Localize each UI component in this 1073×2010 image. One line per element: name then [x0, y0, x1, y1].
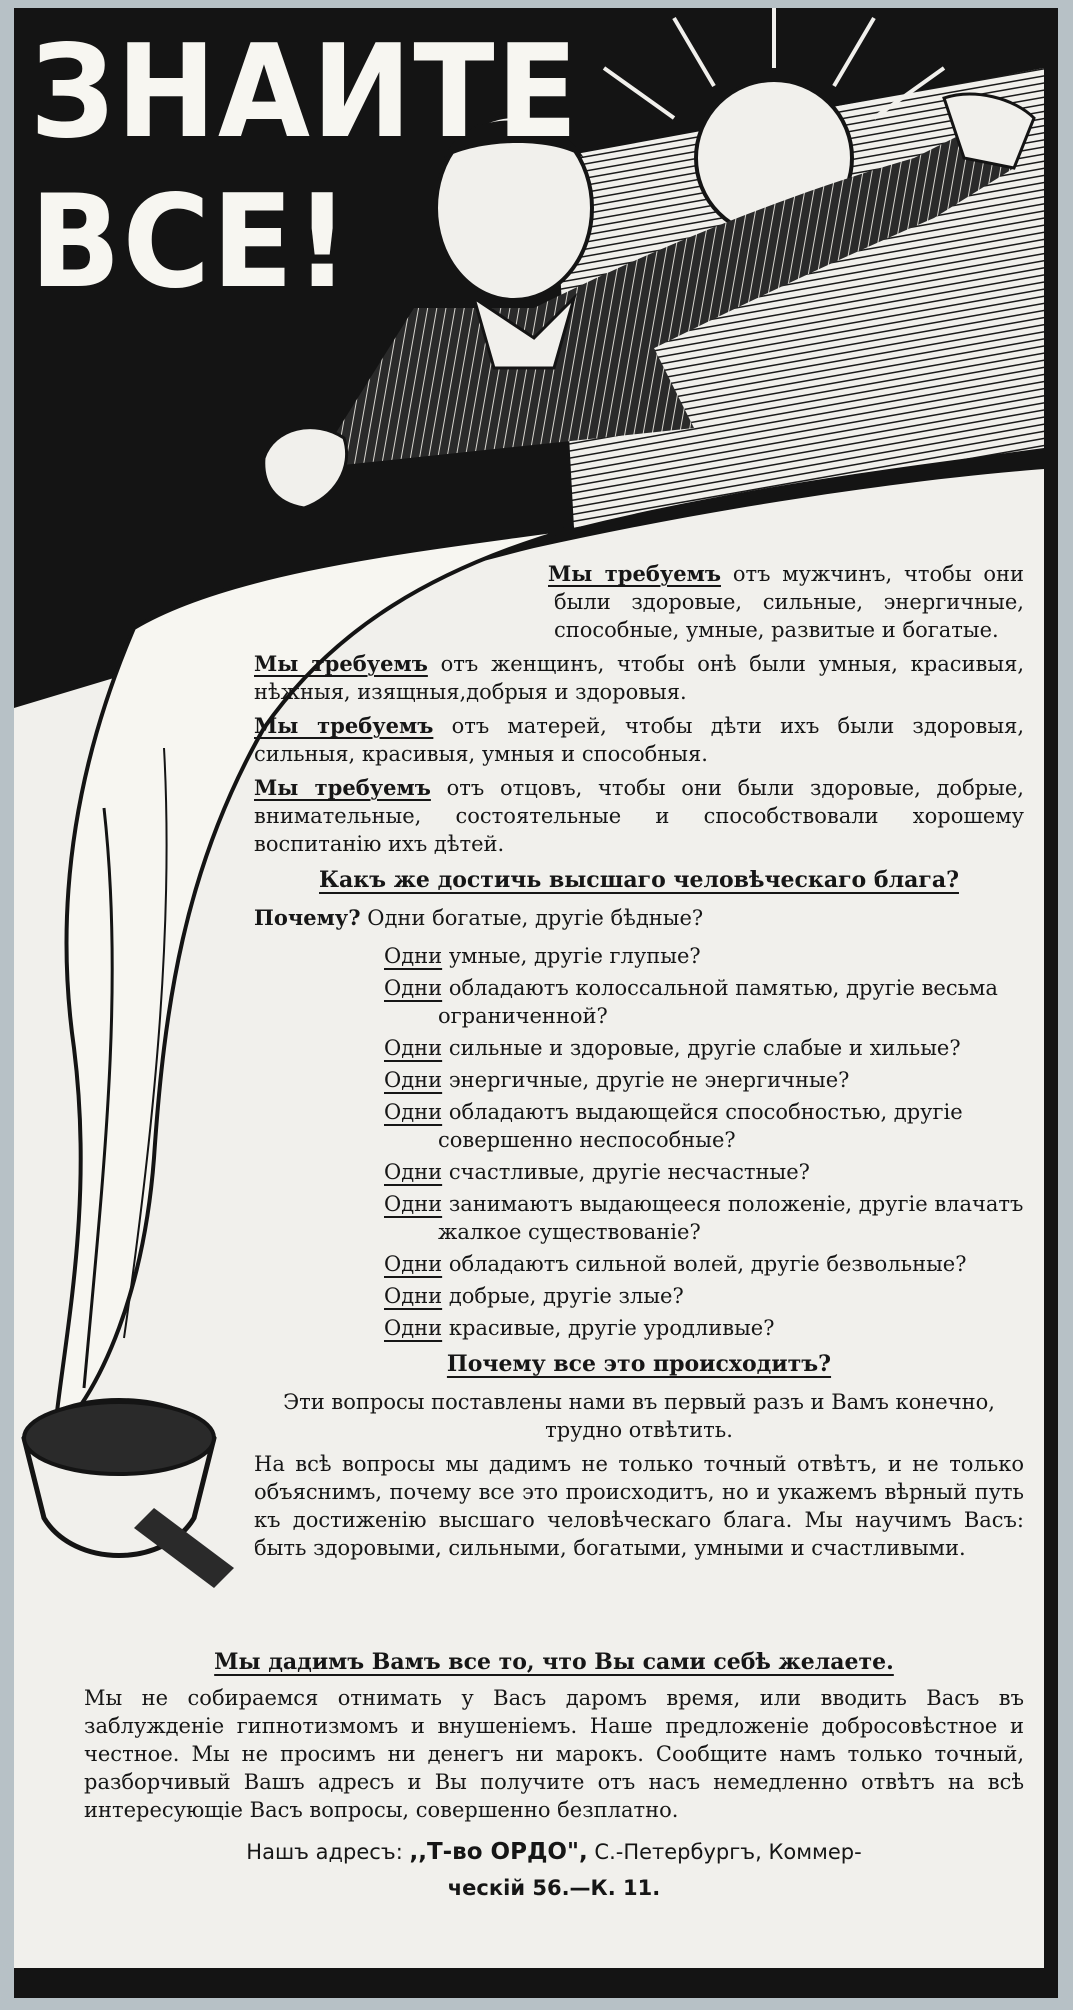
- list-item: [384, 1282, 1024, 1310]
- body-copy: [254, 560, 1024, 1568]
- list-item: [384, 1314, 1024, 1342]
- intro-paragraph: Эти вопросы поставлены нами въ первый разъ и Вамъ конечно, трудно отвѣтить.: [283, 1390, 995, 1442]
- question-lead: Одни: [384, 1316, 443, 1340]
- question-text: энергичные, другіе не энергичные?: [448, 1068, 850, 1092]
- advertisement-page: [14, 8, 1058, 1998]
- why-first-question: Одни богатые, другіе бѣдные?: [367, 906, 704, 930]
- offer-paragraph: Мы не собираемся отнимать у Васъ даромъ время, или вводить Васъ въ заблужденіе гипнотизмомъ и внушеніемъ. Наше предложеніе добросовѣстное и честное. Мы не просимъ ни денегъ ни марокъ. Сообщите намъ только точный, разборчивый Вашъ адресъ и Вы получите отъ насъ немедленно отвѣтъ на всѣ интересующіе Васъ вопросы, совершенно безплатно.: [84, 1686, 1024, 1822]
- question-lead: Одни: [384, 976, 443, 1000]
- why-heading: Почему все это происходитъ?: [446, 1351, 832, 1377]
- question-text: обладаютъ колоссальной памятью, другіе весьма ограниченной?: [438, 976, 998, 1028]
- demand-text: отъ отцовъ, чтобы они были здоровые, добрые, внимательные, состоятельные и способствовали хорошему воспитанію ихъ дѣтей.: [254, 776, 1024, 856]
- question-text: сильные и здоровые, другіе слабые и хильые?: [448, 1036, 961, 1060]
- demand-lead: Мы требуемъ: [254, 713, 434, 738]
- why-lead: Почему?: [254, 905, 361, 930]
- headline-line-2: ВСЕ!: [30, 168, 352, 317]
- question-text: обладаютъ сильной волей, другіе безвольные?: [448, 1252, 967, 1276]
- question-lead: Одни: [384, 1068, 443, 1092]
- demand-men: [254, 560, 1024, 644]
- address-label: Нашъ адресъ:: [246, 1840, 403, 1864]
- question-lead: Одни: [384, 1284, 443, 1308]
- question-list: [254, 942, 1024, 1342]
- list-item: [384, 1034, 1024, 1062]
- company-name: ,,Т-во ОРДО",: [409, 1839, 588, 1865]
- headline: [30, 18, 580, 318]
- question-text: занимаютъ выдающееся положеніе, другіе влачатъ жалкое существованіе?: [438, 1192, 1024, 1244]
- list-item: [384, 974, 1024, 1030]
- question-text: красивые, другіе уродливые?: [448, 1316, 775, 1340]
- question-text: умные, другіе глупые?: [448, 944, 701, 968]
- address-city: С.-Петербургъ, Коммер-: [594, 1840, 862, 1864]
- headline-line-1: ЗНАИТЕ: [30, 18, 580, 167]
- question-text: счастливые, другіе несчастные?: [448, 1160, 810, 1184]
- question-lead: Одни: [384, 1252, 443, 1276]
- demand-lead: Мы требуемъ: [254, 651, 428, 676]
- list-item: [384, 1190, 1024, 1246]
- question-lead: Одни: [384, 1036, 443, 1060]
- list-item: [384, 1066, 1024, 1094]
- question-heading: Какъ же достичь высшаго человѣческаго блага?: [319, 867, 959, 893]
- give-heading: Мы дадимъ Вамъ все то, что Вы сами себѣ желаете.: [214, 1649, 894, 1675]
- demand-text: отъ мужчинъ, чтобы они были здоровые, сильные, энергичные, способные, умные, развитые и богатые.: [554, 562, 1024, 642]
- list-item: [384, 1158, 1024, 1186]
- demand-text: отъ женщинъ, чтобы онѣ были умныя, красивыя, нѣжныя, изящныя,добрыя и здоровыя.: [254, 652, 1024, 704]
- demand-women: [254, 650, 1024, 706]
- list-item: [384, 942, 1024, 970]
- why-line: [254, 904, 1024, 932]
- demand-lead: Мы требуемъ: [548, 561, 721, 586]
- question-text: обладаютъ выдающейся способностью, другіе совершенно неспособные?: [438, 1100, 963, 1152]
- address-street: ческій 56.—К. 11.: [447, 1876, 661, 1900]
- list-item: [384, 1250, 1024, 1278]
- question-lead: Одни: [384, 1192, 443, 1216]
- demand-text: отъ матерей, чтобы дѣти ихъ были здоровыя, сильныя, красивыя, умныя и способныя.: [254, 714, 1024, 766]
- promise-paragraph: На всѣ вопросы мы дадимъ не только точный отвѣтъ, и не только объяснимъ, почему все это происходитъ, но и укажемъ вѣрный путь къ достиженію высшаго человѣческаго блага. Мы научимъ Васъ: быть здоровыми, сильными, богатыми, умными и счастливыми.: [254, 1452, 1024, 1560]
- question-text: добрые, другіе злые?: [448, 1284, 684, 1308]
- question-lead: Одни: [384, 1100, 443, 1124]
- demand-fathers: [254, 774, 1024, 858]
- question-lead: Одни: [384, 944, 443, 968]
- list-item: [384, 1098, 1024, 1154]
- demand-mothers: [254, 712, 1024, 768]
- question-lead: Одни: [384, 1160, 443, 1184]
- address-line: [84, 1838, 1024, 1866]
- demand-lead: Мы требуемъ: [254, 775, 431, 800]
- offer-section: [84, 1648, 1024, 1902]
